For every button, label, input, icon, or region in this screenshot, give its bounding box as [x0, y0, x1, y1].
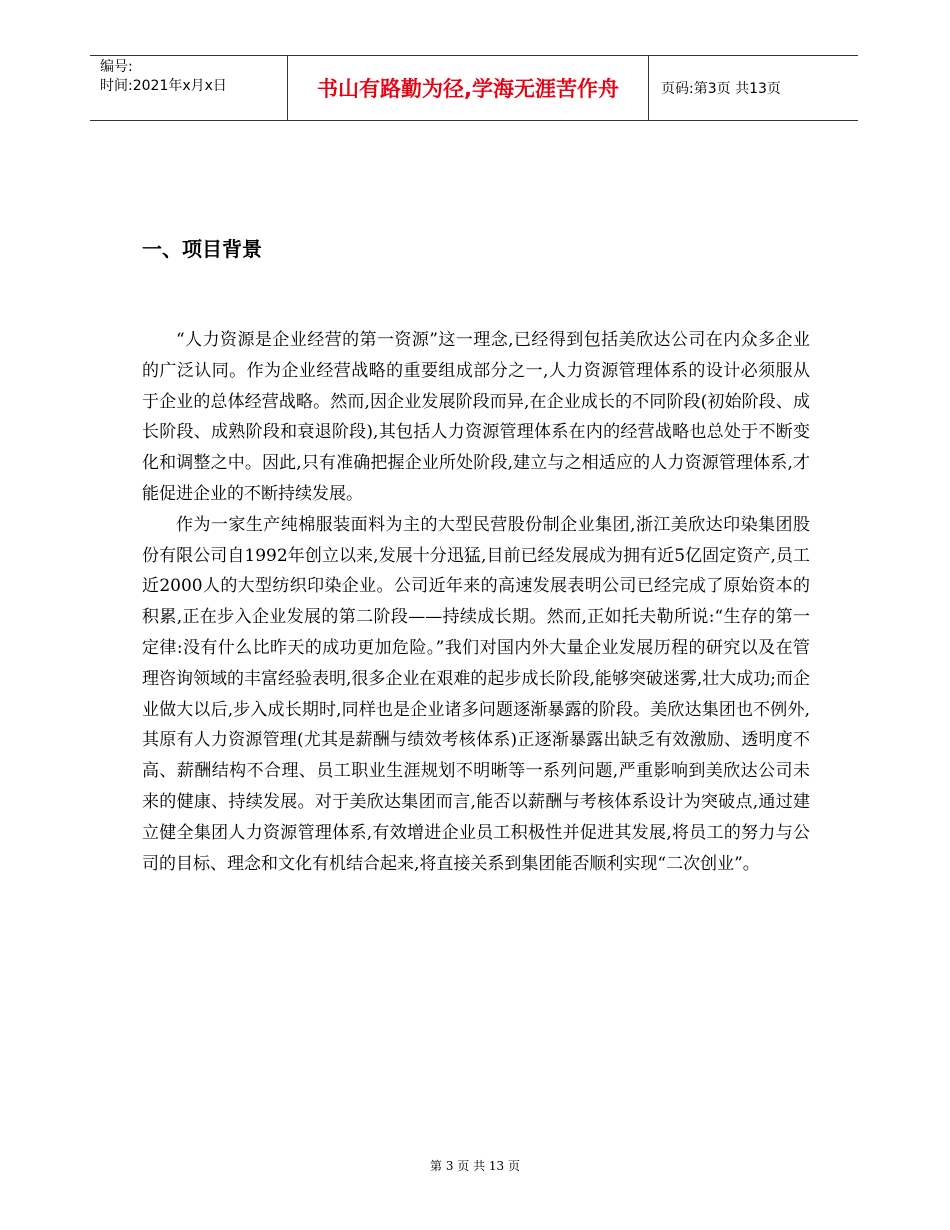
- header-page-info: 页码:第3页 共13页: [661, 81, 781, 97]
- document-time-label: 时间:2021年x月x日: [100, 78, 227, 94]
- paragraph: 作为一家生产纯棉服装面料为主的大型民营股份制企业集团,浙江美欣达印染集团股份有限公司自1992年创立以来,发展十分迅猛,目前已经发展成为拥有近5亿固定资产,员工近2000人的大型纺织印染企业。公司近年来的高速发展表明公司已经完成了原始资本的积累,正在步入企业发展的第二阶段——持续成长期。然而,正如托夫勒所说:“生存的第一定律:没有什么比昨天的成功更加危险。”我们对国内外大量企业发展历程的研究以及在管理咨询领域的丰富经验表明,很多企业在艰难的起步成长阶段,能够突破迷雾,壮大成功;而企业做大以后,步入成长期时,同样也是企业诸多问题逐渐暴露的阶段。美欣达集团也不例外,其原有人力资源管理(尤其是薪酬与绩效考核体系)正逐渐暴露出缺乏有效激励、透明度不高、薪酬结构不合理、员工职业生涯规划不明晰等一系列问题,严重影响到美欣达公司未来的健康、持续发展。对于美欣达集团而言,能否以薪酬与考核体系设计为突破点,通过建立健全集团人力资源管理体系,有效增进企业员工积极性并促进其发展,将员工的努力与公司的目标、理念和文化有机结合起来,将直接关系到集团能否顺利实现“二次创业”。: [142, 514, 810, 874]
- document-number-label: 编号:: [100, 59, 133, 75]
- page-footer: 第 3 页 共 13 页: [430, 1159, 520, 1173]
- section-title: 一、项目背景: [142, 237, 262, 261]
- header-meta: [90, 56, 287, 120]
- body-text: [142, 325, 810, 879]
- paragraph: “人力资源是企业经营的第一资源”这一理念,已经得到包括美欣达公司在内众多企业的广泛认同。作为企业经营战略的重要组成部分之一,人力资源管理体系的设计必须服从于企业的总体经营战略。然而,因企业发展阶段而异,在企业成长的不同阶段(初始阶段、成长阶段、成熟阶段和衰退阶段),其包括人力资源管理体系在内的经营战略也总处于不断变化和调整之中。因此,只有准确把握企业所处阶段,建立与之相适应的人力资源管理体系,才能促进企业的不断持续发展。: [142, 330, 810, 504]
- page-header: [90, 55, 858, 121]
- header-motto: 书山有路勤为径,学海无涯苦作舟: [287, 56, 649, 120]
